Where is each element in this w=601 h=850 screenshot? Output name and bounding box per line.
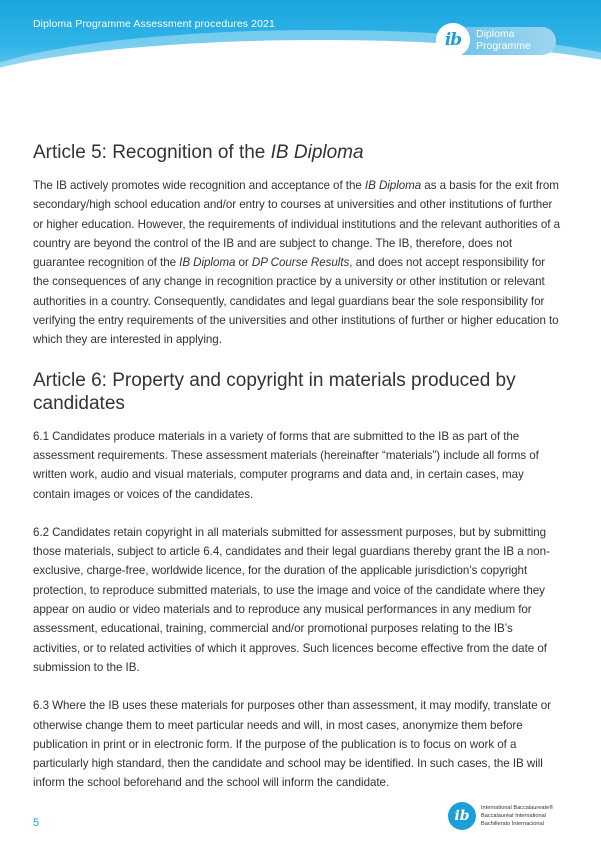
page-number: 5 [33,817,40,829]
article-6-3-paragraph: 6.3 Where the IB uses these materials for purposes other than assessment, it may modify, translate or otherwise change them to meet particular needs and will, in most cases, anonymize them before publication in print or in electronic form. If the purpose of the publication is to focus on work of a particularly high standard, then the candidate and school may be identified. In such cases, the IB will inform the school beforehand and the school will inform the candidate. [33,699,551,790]
org-names [481,804,553,828]
badge-line-2: Programme [476,40,531,52]
article-5-heading: Article 5: Recognition of the IB Diploma [33,142,364,163]
article-5-paragraph: The IB actively promotes wide recognition and acceptance of the IB Diploma as a basis for the exit from secondary/high school education and/or entry to courses at universities and other institutions of further or higher education. However, the requirements of individual institutions and the relevant authorities of a country are beyond the control of the IB and are subject to change. The IB, therefore, does not guarantee recognition of the IB Diploma or DP Course Results, and does not accept responsibility for the consequences of any change in recognition practice by a university or other institution or relevant authorities in a country. Consequently, candidates and legal guardians bear the sole responsibility for verifying the entry requirements of the universities and other institutions of further or higher education to which they are interested in applying. [33,179,560,347]
article-6-heading: Article 6: Property and copyright in materials produced by candidates [33,369,516,414]
article-6-2-paragraph: 6.2 Candidates retain copyright in all materials submitted for assessment purposes, but by submitting those materials, subject to article 6.4, candidates and their legal guardians thereby grant the IB a non-exclusive, charge-free, worldwide licence, for the duration of the applicable jurisdiction’s copyright protection, to reproduce submitted materials, to use the image and voice of the candidate where they appear on audio or video materials and to reproduce any musical performances in any medium for assessment, educational, training, commercial and/or promotional purposes relating to the IB’s activities, or to related activities of which it approves. Such licences become effective from the date of submission to the IB. [33,525,550,674]
diploma-programme-badge [436,23,556,56]
org-name-fr: Baccalauréat International [481,813,546,819]
badge-line-1: Diploma [476,28,515,40]
org-name-en: International Baccalaureate® [481,805,554,811]
article-6-1-paragraph: 6.1 Candidates produce materials in a variety of forms that are submitted to the IB as part of the assessment requirements. These assessment materials (hereinafter “materials”) include all forms of written work, audio and visual materials, computer programs and data and, in certain cases, may contain images or voices of the candidates. [33,429,539,501]
ib-footer-logo [448,802,568,832]
document-title: Diploma Programme Assessment procedures 2021 [33,18,275,30]
ib-logo-icon: ib [436,23,470,57]
page-content [33,141,561,812]
ib-logo-icon: ib [448,802,476,830]
org-name-es: Bachillerato Internacional [481,821,544,827]
badge-text [476,28,531,52]
